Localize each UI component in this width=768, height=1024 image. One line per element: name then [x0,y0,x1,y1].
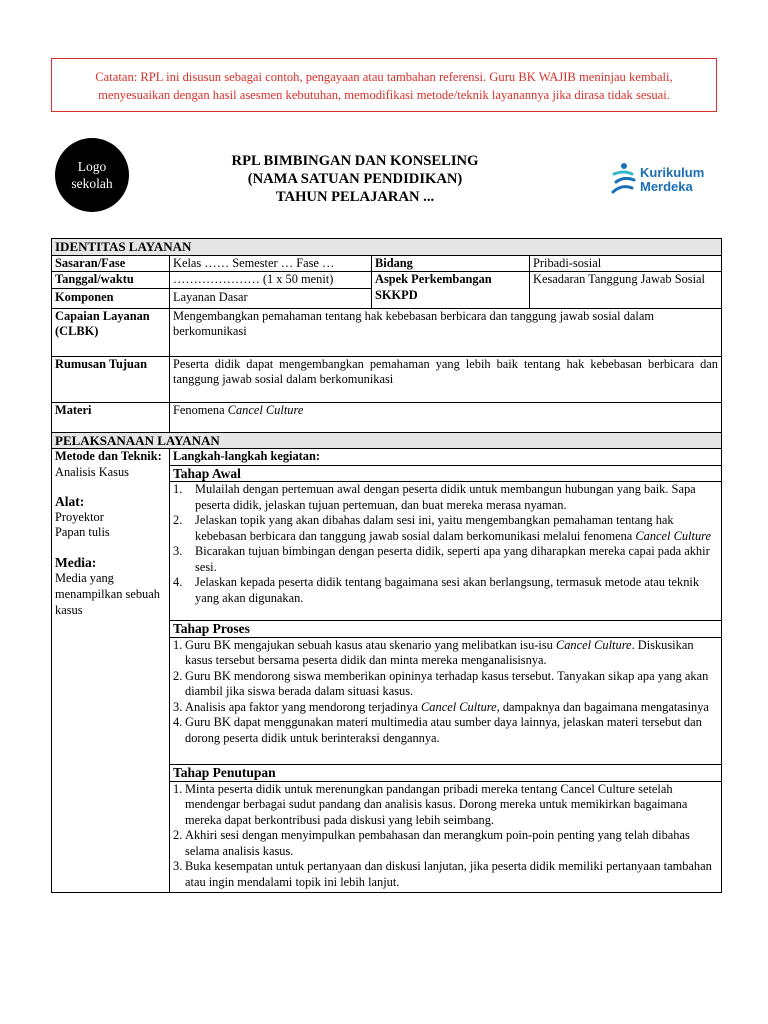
alat-item-1: Proyektor [55,509,104,524]
list-item: 2. Jelaskan topik yang akan dibahas dalam sesi ini, yaitu mengembangkan pemahaman tentang hak kebebasan berbicara dan tanggung jawab sosial dalam berkomunikasi melalui fenomena Cancel Culture [173,513,712,543]
logo-line-2: sekolah [71,176,113,191]
bidang-value: Pribadi-sosial [530,255,722,272]
list-item: 4. Jelaskan kepada peserta didik tentang bagaimana sesi akan berlangsung, termasuk metode atau teknik yang akan digunakan. [173,575,700,605]
school-logo-placeholder [55,138,129,212]
note-line-2: menyesuaikan dengan hasil asesmen kebutuhan, memodifikasi metode/teknik layanannya jika dirasa tidak sesuai. [98,88,670,102]
alat-label: Alat: [55,494,85,509]
sasaran-value: Kelas …… Semester … Fase … [170,255,372,272]
materi-italic: Cancel Culture [227,402,304,417]
alat-item-2: Papan tulis [55,525,110,539]
note-line-1: Catatan: RPL ini disusun sebagai contoh, pengayaan atau tambahan referensi. Guru BK WAJIB meninjau kembali, [95,70,673,84]
aspek-label: Aspek Perkembangan SKKPD [372,272,530,309]
identitas-section-header: IDENTITAS LAYANAN [52,239,722,256]
aspek-value: Kesadaran Tanggung Jawab Sosial [530,272,722,309]
kurikulum-merdeka-text [640,166,704,194]
komponen-label: Komponen [52,288,170,308]
pelaksanaan-section-header: PELAKSANAAN LAYANAN [52,432,722,449]
rumusan-value: Peserta didik dapat mengembangkan pemahaman yang lebih baik tentang hak kebebasan berbicara dan tanggung jawab sosial dalam berkomunikasi [170,356,722,402]
list-item: 1. Mulailah dengan pertemuan awal dengan peserta didik untuk membangun hubungan yang baik. Sapa peserta didik, jelaskan tujuan pertemuan, dan buat mereka merasa nyaman. [173,482,696,512]
title-line-2: (NAMA SATUAN PENDIDIKAN) [247,171,463,187]
tahap-awal-title: Tahap Awal [170,466,721,483]
disclaimer-note [51,58,717,112]
tanggal-value: ………………… (1 x 50 menit) [170,272,372,289]
list-item: 3. Analisis apa faktor yang mendorong terjadinya Cancel Culture, dampaknya dan bagaimana mengatasinya [173,699,709,714]
langkah-label: Langkah-langkah kegiatan: [170,449,721,466]
media-value: Media yang menampilkan sebuah kasus [55,571,160,617]
title-line-3: TAHUN PELAJARAN ... [275,189,435,205]
list-item: 3. Buka kesempatan untuk pertanyaan dan diskusi lanjutan, jika peserta didik memiliki pertanyaan tambahan atau ingin mendalami topik ini lebih lanjut. [173,859,712,889]
list-item: 2. Guru BK mendorong siswa memberikan opininya terhadap kasus tersebut. Tanyakan sikap apa yang akan diambil jika siswa berada dalam situasi kasus. [173,668,709,698]
metode-column [52,449,170,893]
metode-label: Metode dan Teknik: [55,449,162,463]
tahap-proses-list [173,638,718,765]
langkah-column [170,449,722,893]
materi-prefix: Fenomena [173,402,228,417]
komponen-value: Layanan Dasar [170,288,372,308]
rpl-table [51,238,722,893]
tahap-penutupan-title: Tahap Penutupan [170,764,721,782]
media-label: Media: [55,554,97,570]
title-line-1: RPL BIMBINGAN DAN KONSELING [231,153,479,169]
capaian-value: Mengembangkan pemahaman tentang hak kebebasan berbicara dan tanggung jawab sosial dalam berkomunikasi [170,308,722,356]
list-item: 1. Guru BK mengajukan sebuah kasus atau skenario yang melibatkan isu-isu Cancel Culture. Diskusikan kasus tersebut bersama peserta didik dan minta mereka menganalisisnya. [173,637,694,667]
tahap-proses-title: Tahap Proses [170,620,721,638]
list-item: 1. Minta peserta didik untuk merenungkan pandangan pribadi mereka tentang Cancel Culture setelah mendengar berbagai sudut pandang dan analisis kasus. Dorong mereka untuk memikirkan bagaimana mereka dapat berkontribusi pada diskusi yang lebih seimbang. [173,781,688,827]
tahap-awal-list [173,482,718,620]
metode-value: Analisis Kasus [55,464,129,479]
bidang-label: Bidang [372,255,530,272]
km-line-1: Kurikulum [640,165,705,180]
document-title [170,152,540,206]
capaian-label: Capaian Layanan (CLBK) [52,308,170,356]
sasaran-label: Sasaran/Fase [52,255,170,272]
materi-value [170,402,722,432]
list-item: 2. Akhiri sesi dengan menyimpulkan pembahasan dan merangkum poin-poin penting yang telah dibahas selama analisis kasus. [173,828,690,858]
rumusan-label: Rumusan Tujuan [52,356,170,402]
list-item: 3. Bicarakan tujuan bimbingan dengan peserta didik, seperti apa yang diharapkan mereka capai pada akhir sesi. [173,544,710,574]
logo-line-1: Logo [77,159,107,174]
tanggal-label: Tanggal/waktu [52,272,170,289]
km-line-2: Merdeka [640,179,693,194]
list-item: 4. Guru BK dapat menggunakan materi multimedia atau sumber daya lainnya, jelaskan materi tersebut dan dorong peserta didik untuk berinteraksi dengannya. [173,715,702,745]
materi-label: Materi [52,402,170,432]
tahap-penutupan-list [173,782,718,893]
